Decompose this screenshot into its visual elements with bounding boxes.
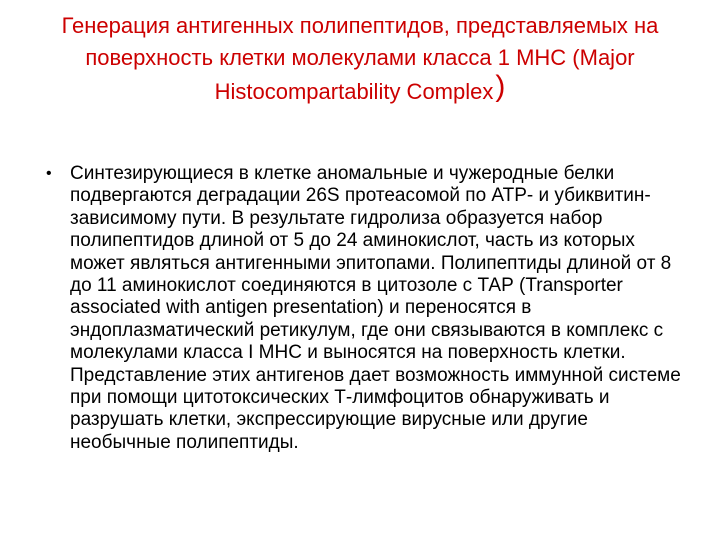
slide-body	[46, 163, 688, 454]
bullet-icon: •	[46, 165, 52, 182]
body-paragraph: Синтезирующиеся в клетке аномальные и чужеродные белки подвергаются деградации 26S протеасомой по АТР- и убиквитин-зависимому пути. В результате гидролиза образуется набор полипептидов длиной от 5 до 24 аминокислот, часть из которых может являться антигенными эпитопами. Полипептиды длиной от 8 до 11 аминокислот соединяются в цитозоле с ТАР (Transporter associated with antigen presentation) и переносятся в эндоплазматический ретикулум, где они связываются в комплекс с молекулами класса I МНС и выносятся на поверхность клетки. Представление этих антигенов дает возможность иммунной системе при помощи цитотоксических Т-лимфоцитов обнаруживать и разрушать клетки, экспрессирующие вирусные или другие необычные полипептиды.	[70, 163, 681, 453]
slide-title-closing-paren: )	[495, 70, 506, 103]
slide-title-text: Генерация антигенных полипептидов, представляемых на поверхность клетки молекулами класса 1 МНС (Major Histocompartability Complex	[61, 13, 659, 104]
slide-title	[60, 10, 660, 108]
